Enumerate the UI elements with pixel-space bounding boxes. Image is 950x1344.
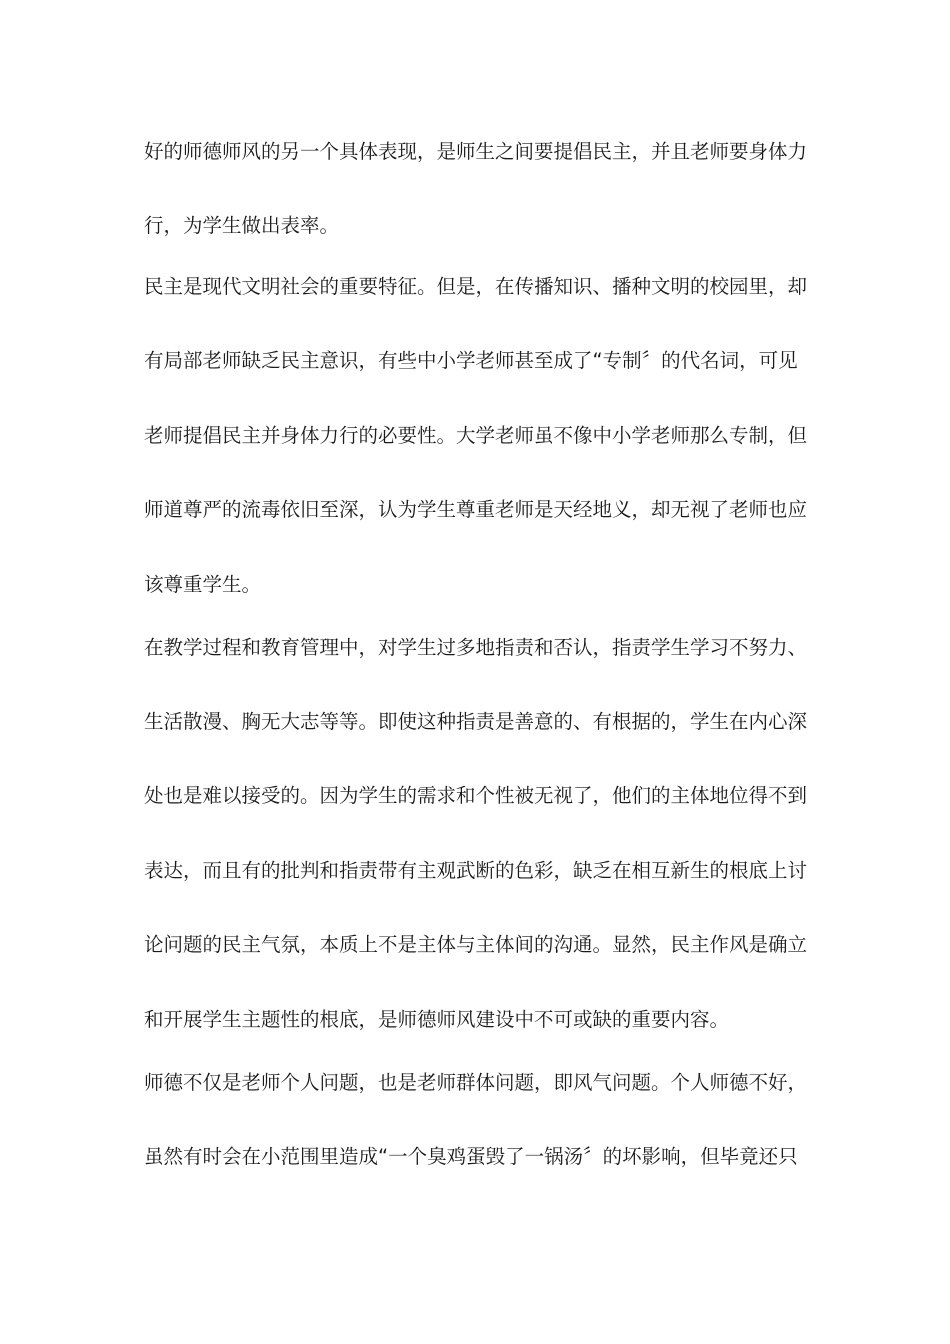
text-line: 民主是现代文明社会的重要特征。但是，在传播知识、播种文明的校园里，却 xyxy=(144,275,808,298)
text-line: 在教学过程和教育管理中，对学生过多地指责和否认，指责学生学习不努力、 xyxy=(144,636,808,659)
text-line: 老师提倡民主并身体力行的必要性。大学老师虽不像中小学老师那么专制，但 xyxy=(144,424,808,447)
text-line: 该尊重学生。 xyxy=(144,573,262,596)
text-line: 虽然有时会在小范围里造成“一个臭鸡蛋毁了一锅汤〞的坏影响，但毕竟还只 xyxy=(144,1145,798,1168)
text-line: 生活散漫、胸无大志等等。即使这种指责是善意的、有根据的，学生在内心深 xyxy=(144,710,808,733)
text-line: 和开展学生主题性的根底，是师德师风建设中不可或缺的重要内容。 xyxy=(144,1008,730,1031)
text-line: 好的师德师风的另一个具体表现，是师生之间要提倡民主，并且老师要身体力 xyxy=(144,140,808,163)
text-line: 论问题的民主气氛，本质上不是主体与主体间的沟通。显然，民主作风是确立 xyxy=(144,933,808,956)
text-line: 表达，而且有的批判和指责带有主观武断的色彩，缺乏在相互新生的根底上讨 xyxy=(144,859,808,882)
text-line: 有局部老师缺乏民主意识，有些中小学老师甚至成了“专制〞的代名词，可见 xyxy=(144,349,798,372)
text-line: 师道尊严的流毒依旧至深，认为学生尊重老师是天经地义，却无视了老师也应 xyxy=(144,498,808,521)
text-line: 师德不仅是老师个人问题，也是老师群体问题，即风气问题。个人师德不好， xyxy=(144,1071,808,1094)
text-line: 处也是难以接受的。因为学生的需求和个性被无视了，他们的主体地位得不到 xyxy=(144,784,808,807)
text-line: 行，为学生做出表率。 xyxy=(144,214,340,237)
